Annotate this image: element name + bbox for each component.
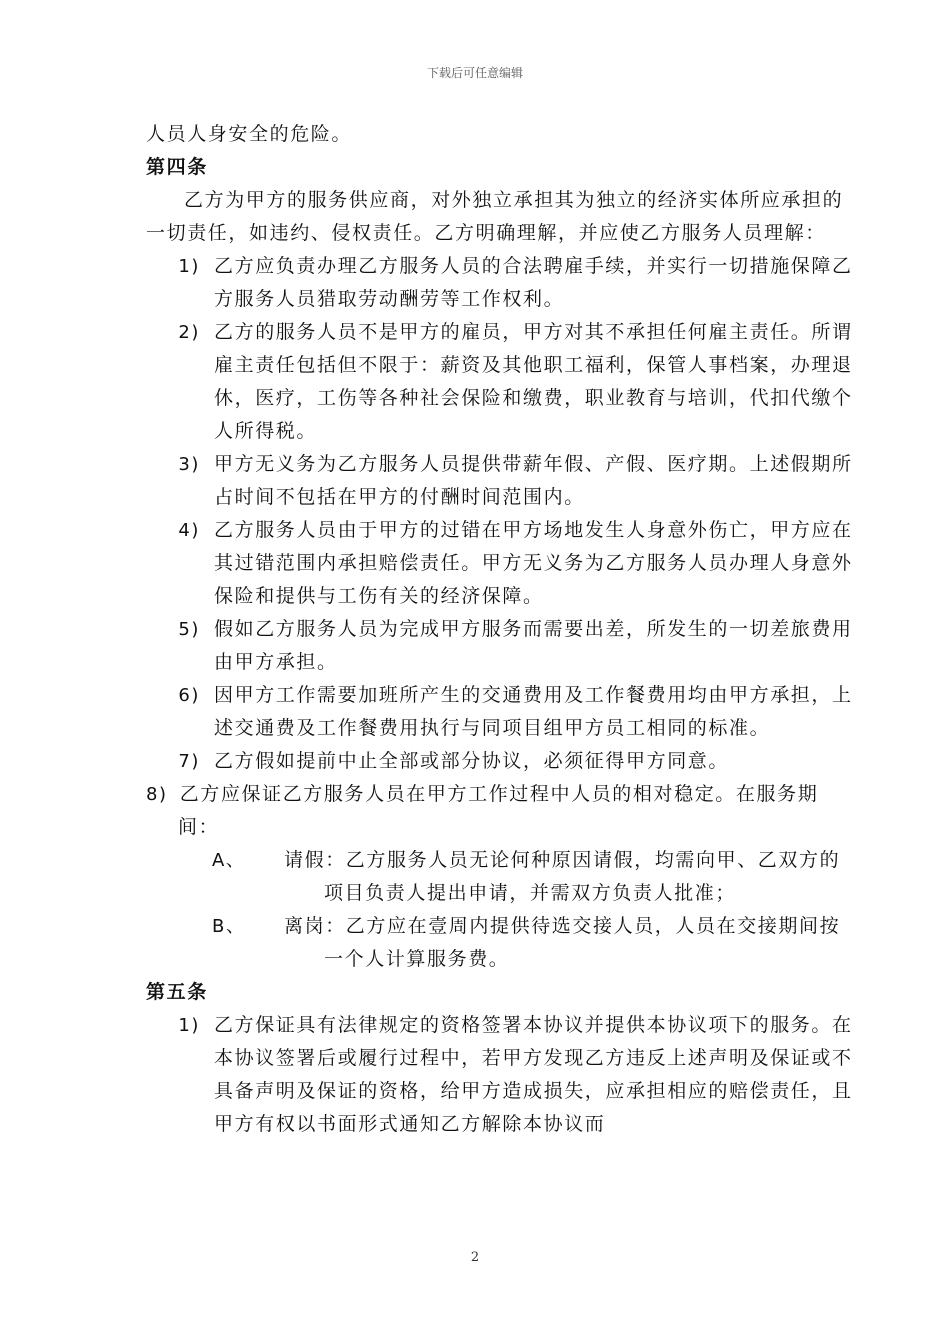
item-number: 1) xyxy=(178,1015,200,1036)
item-text: 乙方应负责办理乙方服务人员的合法聘雇手续，并实行一切措施保障乙方服务人员猎取劳动酬劳等工作权利。 xyxy=(214,255,853,310)
sub-item-text: 请假：乙方服务人员无论何种原因请假，均需向甲、乙双方的项目负责人提出申请，并需双方负责人批准； xyxy=(284,849,841,904)
item-number: 1) xyxy=(178,256,200,277)
document-body xyxy=(146,118,858,1141)
item-text: 假如乙方服务人员为完成甲方服务而需要出差，所发生的一切差旅费用由甲方承担。 xyxy=(214,618,853,673)
article-5-item-1 xyxy=(146,1009,858,1141)
item-number: 6) xyxy=(178,685,200,706)
article-4-intro: 乙方为甲方的服务供应商，对外独立承担其为独立的经济实体所应承担的一切责任，如违约、侵权责任。乙方明确理解，并应使乙方服务人员理解： xyxy=(146,189,844,244)
sub-item-label: A、 xyxy=(212,850,246,871)
item-number: 3) xyxy=(178,454,200,475)
item-number: 7) xyxy=(178,751,200,772)
article-4-heading: 第四条 xyxy=(146,156,208,178)
article-4-item-4 xyxy=(146,514,858,613)
item-text: 乙方假如提前中止全部或部分协议，必须征得甲方同意。 xyxy=(214,750,730,772)
continuation-text: 人员人身安全的危险。 xyxy=(146,123,353,145)
item-number: 5) xyxy=(178,619,200,640)
article-4-item-3 xyxy=(146,448,858,514)
page-number: 2 xyxy=(470,1250,480,1265)
item-text: 甲方无义务为乙方服务人员提供带薪年假、产假、医疗期。上述假期所占时间不包括在甲方的付酬时间范围内。 xyxy=(214,453,853,508)
item-text: 乙方应保证乙方服务人员在甲方工作过程中人员的相对稳定。在服务期间： xyxy=(178,783,819,838)
article-5-heading: 第五条 xyxy=(146,981,208,1003)
article-4-item-6 xyxy=(146,679,858,745)
page-header: 下载后可任意编辑 xyxy=(426,66,523,80)
article-4-item-1 xyxy=(146,250,858,316)
sub-item-a xyxy=(146,844,858,910)
item-number: 8) xyxy=(146,784,168,805)
article-4-item-5 xyxy=(146,613,858,679)
article-4-item-7 xyxy=(146,745,858,778)
article-4-item-2 xyxy=(146,316,858,448)
item-number: 4) xyxy=(178,520,200,541)
sub-item-b xyxy=(146,910,858,976)
sub-item-text: 离岗：乙方应在壹周内提供待选交接人员，人员在交接期间按一个人计算服务费。 xyxy=(284,915,841,970)
item-text: 乙方的服务人员不是甲方的雇员，甲方对其不承担任何雇主责任。所谓雇主责任包括但不限于：薪资及其他职工福利，保管人事档案，办理退休，医疗，工伤等各种社会保险和缴费，职业教育与培训，代扣代缴个人所得税。 xyxy=(214,321,853,442)
article-4-item-8 xyxy=(146,778,858,844)
item-text: 因甲方工作需要加班所产生的交通费用及工作餐费用均由甲方承担，上述交通费及工作餐费用执行与同项目组甲方员工相同的标准。 xyxy=(214,684,853,739)
sub-item-label: B、 xyxy=(212,916,246,937)
item-text: 乙方保证具有法律规定的资格签署本协议并提供本协议项下的服务。在本协议签署后或履行过程中，若甲方发现乙方违反上述声明及保证或不具备声明及保证的资格，给甲方造成损失，应承担相应的赔偿责任，且甲方有权以书面形式通知乙方解除本协议而 xyxy=(214,1014,853,1135)
item-number: 2) xyxy=(178,322,200,343)
item-text: 乙方服务人员由于甲方的过错在甲方场地发生人身意外伤亡，甲方应在其过错范围内承担赔偿责任。甲方无义务为乙方服务人员办理人身意外保险和提供与工伤有关的经济保障。 xyxy=(214,519,853,607)
